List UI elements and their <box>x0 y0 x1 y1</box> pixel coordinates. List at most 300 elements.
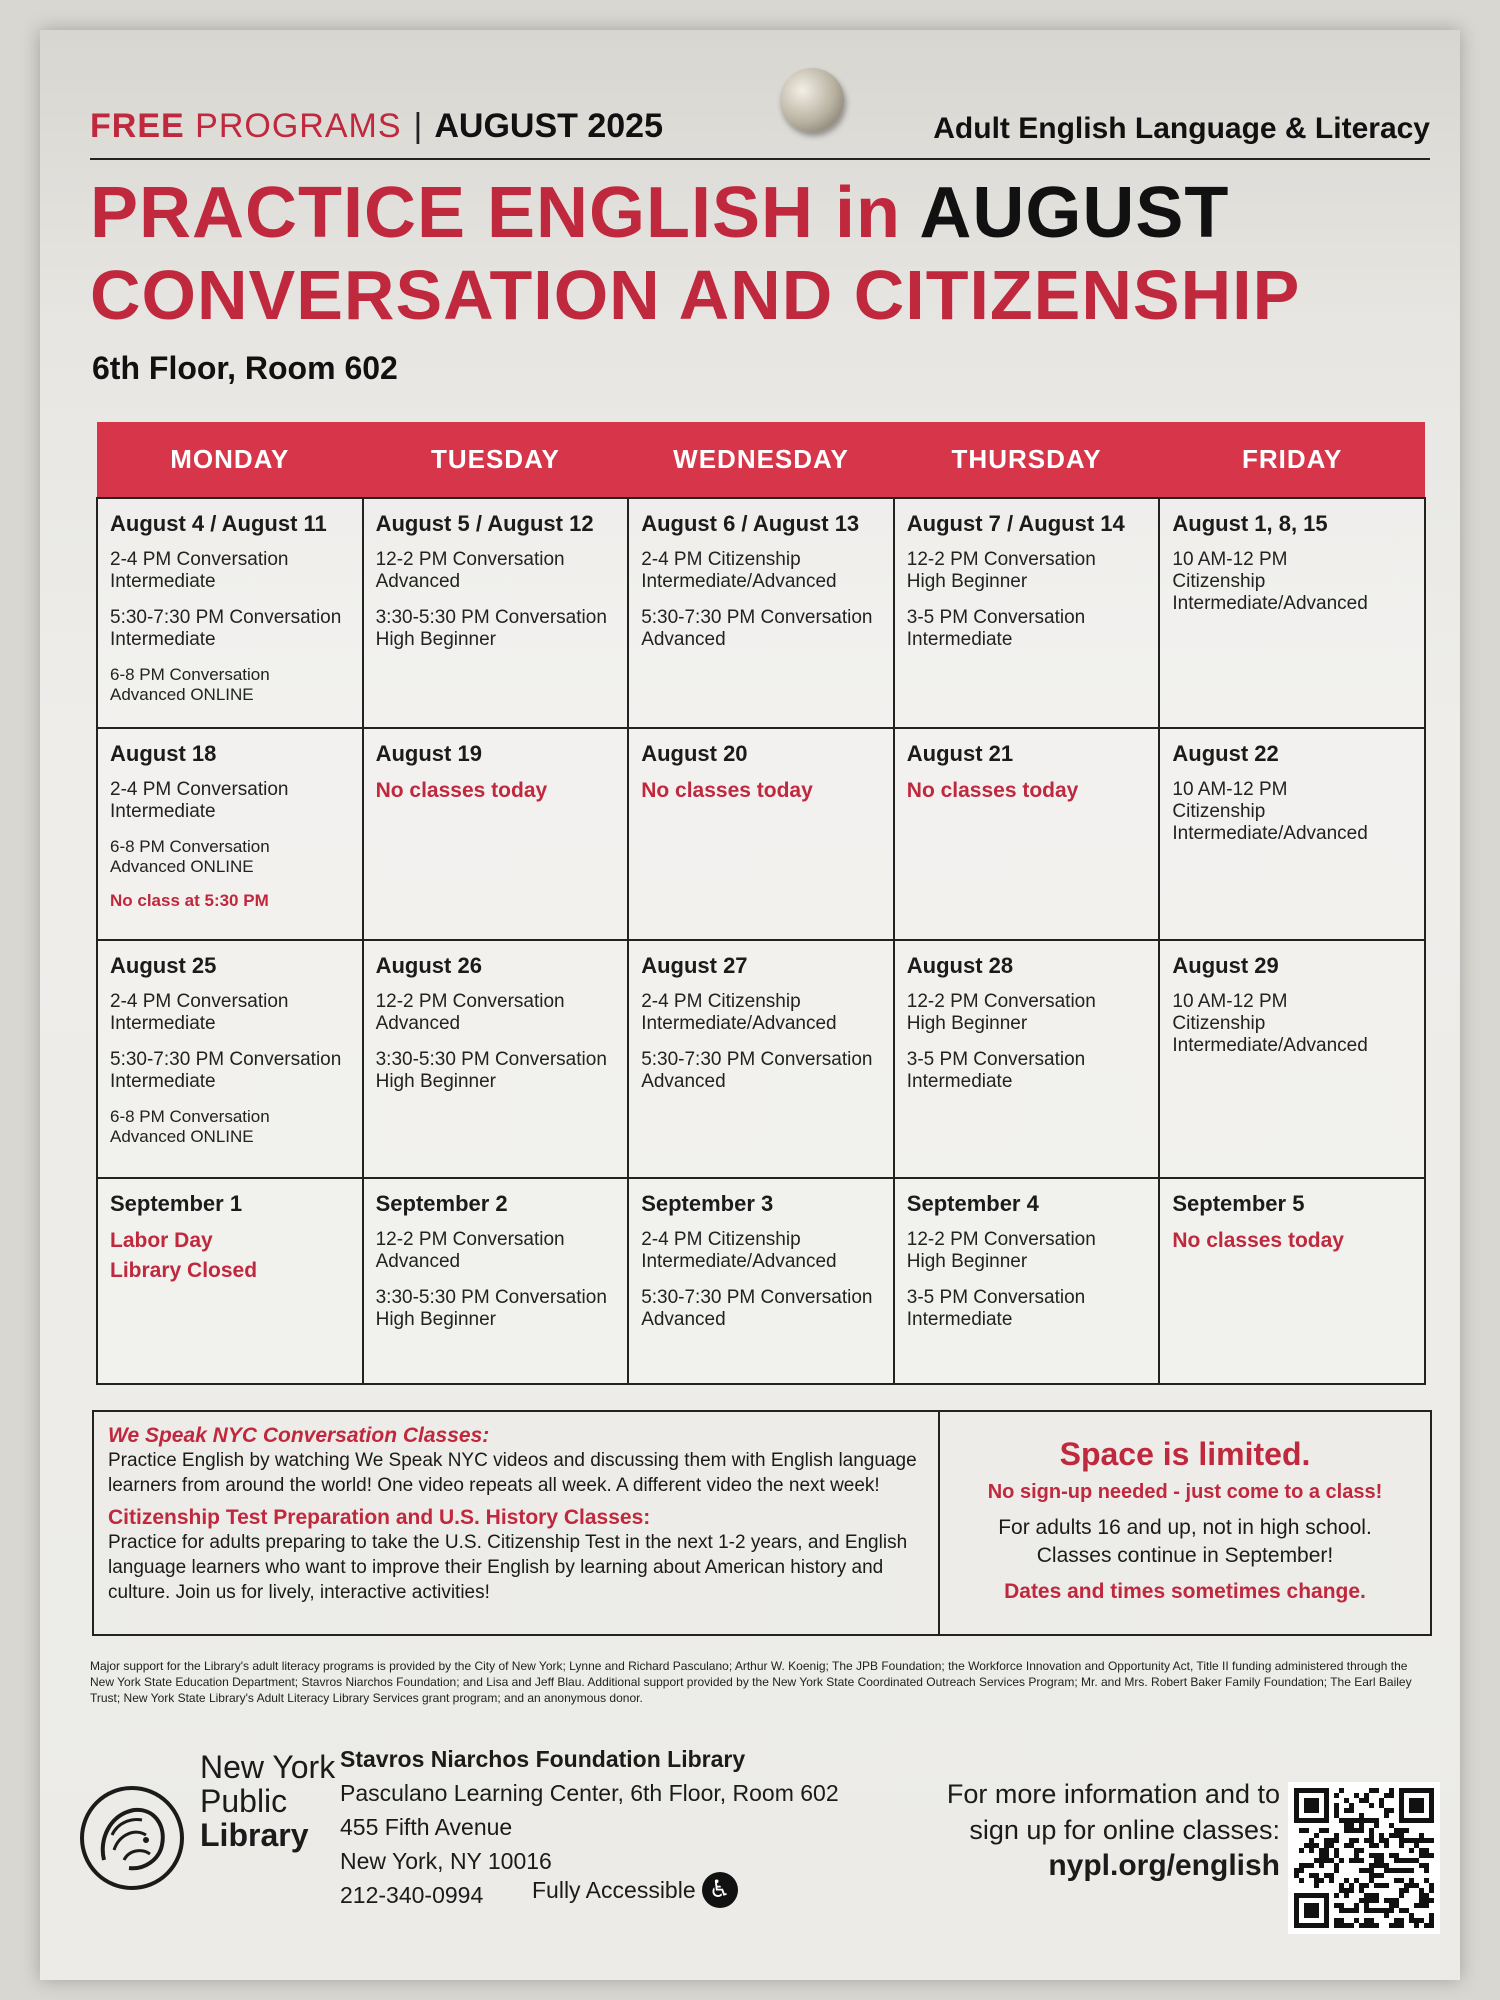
qr-module <box>1324 1853 1329 1858</box>
learning-center: Pasculano Learning Center, 6th Floor, Room 602 <box>340 1780 839 1806</box>
programs-text: PROGRAMS <box>195 107 402 145</box>
qr-module <box>1389 1908 1394 1913</box>
qr-module <box>1334 1838 1339 1843</box>
flyer-header <box>90 90 1430 160</box>
qr-module <box>1384 1843 1389 1848</box>
calendar-week-row <box>97 940 1425 1178</box>
qr-module <box>1319 1848 1324 1853</box>
qr-module <box>1369 1853 1374 1858</box>
qr-module <box>1394 1833 1399 1838</box>
class-entry: 2-4 PM Conversation Intermediate <box>110 991 289 1034</box>
qr-module <box>1319 1863 1324 1868</box>
qr-module <box>1304 1828 1309 1833</box>
qr-module <box>1344 1923 1349 1928</box>
day-cell-wednesday <box>628 940 894 1178</box>
city-address: New York, NY 10016 <box>340 1848 552 1874</box>
qr-module <box>1414 1883 1419 1888</box>
qr-module <box>1424 1878 1429 1883</box>
qr-module <box>1334 1918 1339 1923</box>
class-entry: 2-4 PM Conversation Intermediate <box>110 549 289 592</box>
qr-module <box>1384 1898 1389 1903</box>
qr-module <box>1344 1843 1349 1848</box>
qr-module <box>1419 1848 1424 1853</box>
qr-module <box>1324 1873 1329 1878</box>
day-cell-friday <box>1159 1178 1425 1384</box>
qr-module <box>1404 1888 1409 1893</box>
qr-module <box>1369 1863 1374 1868</box>
cell-date: August 27 <box>641 953 748 978</box>
day-cell-monday <box>97 498 363 728</box>
nypl-lion-logo-icon <box>80 1786 184 1890</box>
calendar-week-row <box>97 1178 1425 1384</box>
qr-module <box>1409 1798 1424 1813</box>
cell-date: September 4 <box>906 1191 1039 1216</box>
qr-module <box>1394 1898 1399 1903</box>
qr-module <box>1394 1868 1399 1873</box>
day-cell-thursday <box>894 1178 1160 1384</box>
qr-module <box>1424 1863 1429 1868</box>
qr-module <box>1364 1908 1369 1913</box>
qr-module <box>1369 1893 1374 1898</box>
qr-module <box>1369 1868 1374 1873</box>
qr-module <box>1324 1838 1329 1843</box>
cell-date: August 6 / August 13 <box>641 511 860 536</box>
qr-module <box>1364 1818 1369 1823</box>
qr-module <box>1324 1858 1329 1863</box>
class-entry: 10 AM-12 PM Citizenship Intermediate/Advanced <box>1172 779 1368 844</box>
qr-module <box>1404 1838 1409 1843</box>
qr-module <box>1389 1808 1394 1813</box>
flyer <box>40 30 1460 1980</box>
qr-module <box>1314 1858 1319 1863</box>
qr-code-icon[interactable] <box>1288 1782 1440 1934</box>
qr-module <box>1339 1923 1344 1928</box>
qr-module <box>1374 1788 1379 1793</box>
header-month: AUGUST 2025 <box>434 107 663 145</box>
qr-module <box>1319 1828 1324 1833</box>
lion-icon <box>84 1790 180 1886</box>
qr-module <box>1419 1898 1424 1903</box>
qr-module <box>1394 1918 1399 1923</box>
qr-module <box>1299 1828 1304 1833</box>
qr-module <box>1429 1853 1434 1858</box>
qr-module <box>1319 1878 1324 1883</box>
day-header-wednesday: WEDNESDAY <box>628 422 894 498</box>
qr-module <box>1429 1913 1434 1918</box>
qr-module <box>1399 1908 1404 1913</box>
qr-module <box>1429 1883 1434 1888</box>
qr-module <box>1334 1863 1339 1868</box>
cell-date: August 20 <box>641 741 748 766</box>
qr-module <box>1374 1908 1379 1913</box>
qr-module <box>1354 1908 1359 1913</box>
qr-module <box>1354 1858 1359 1863</box>
qr-module <box>1344 1893 1349 1898</box>
qr-module <box>1309 1873 1314 1878</box>
wheelchair-icon: ♿ <box>702 1872 738 1908</box>
room-location: 6th Floor, Room 602 <box>92 350 398 386</box>
qr-module <box>1419 1838 1424 1843</box>
qr-module <box>1389 1833 1394 1838</box>
qr-module <box>1429 1918 1434 1923</box>
qr-module <box>1324 1828 1329 1833</box>
qr-module <box>1369 1923 1374 1928</box>
qr-module <box>1339 1918 1344 1923</box>
cell-note: No classes today <box>375 779 548 802</box>
qr-module <box>1379 1858 1384 1863</box>
qr-module <box>1359 1848 1364 1853</box>
logo-line3: Library <box>200 1817 309 1853</box>
class-entry: 12-2 PM Conversation High Beginner <box>906 549 1096 592</box>
qr-module <box>1399 1878 1404 1883</box>
qr-module <box>1429 1838 1434 1843</box>
qr-module <box>1419 1893 1424 1898</box>
qr-module <box>1369 1833 1374 1838</box>
qr-module <box>1334 1808 1339 1813</box>
qr-module <box>1349 1858 1354 1863</box>
change-note: Dates and times sometimes change. <box>1004 1580 1366 1603</box>
qr-module <box>1404 1828 1409 1833</box>
eligibility-note <box>940 1514 1430 1570</box>
class-entry: 3-5 PM Conversation Intermediate <box>906 607 1086 650</box>
day-cell-friday <box>1159 498 1425 728</box>
cell-date: August 26 <box>375 953 482 978</box>
qr-module <box>1344 1828 1349 1833</box>
cell-date: August 28 <box>906 953 1014 978</box>
qr-module <box>1314 1878 1319 1883</box>
day-header-thursday: THURSDAY <box>894 422 1160 498</box>
qr-module <box>1379 1883 1384 1888</box>
qr-module <box>1339 1818 1344 1823</box>
street-address: 455 Fifth Avenue <box>340 1814 513 1840</box>
qr-module <box>1364 1918 1369 1923</box>
qr-module <box>1294 1868 1299 1873</box>
cell-note: No classes today <box>906 779 1079 802</box>
class-entry: 5:30-7:30 PM Conversation Advanced <box>641 1049 873 1092</box>
qr-module <box>1419 1853 1424 1858</box>
header-separator: | <box>413 107 423 145</box>
qr-module <box>1339 1858 1344 1863</box>
free-programs-label <box>90 107 402 146</box>
qr-module <box>1364 1903 1369 1908</box>
qr-module <box>1359 1813 1364 1818</box>
class-entry: 3:30-5:30 PM Conversation High Beginner <box>375 1049 607 1092</box>
class-entry: 5:30-7:30 PM Conversation Advanced <box>641 607 873 650</box>
qr-module <box>1379 1908 1384 1913</box>
qr-module <box>1369 1878 1374 1883</box>
class-entry: 6-8 PM Conversation Advanced ONLINE <box>110 837 270 876</box>
qr-module <box>1424 1868 1429 1873</box>
qr-module <box>1374 1823 1379 1828</box>
qr-module <box>1339 1903 1344 1908</box>
day-header-monday: MONDAY <box>97 422 363 498</box>
qr-module <box>1354 1903 1359 1908</box>
qr-module <box>1349 1908 1354 1913</box>
nypl-url-link[interactable]: nypl.org/english <box>1048 1849 1280 1882</box>
qr-module <box>1374 1818 1379 1823</box>
qr-module <box>1419 1833 1424 1838</box>
qr-module <box>1349 1828 1354 1833</box>
qr-module <box>1354 1793 1359 1798</box>
qr-module <box>1349 1818 1354 1823</box>
qr-module <box>1349 1838 1354 1843</box>
qr-module <box>1419 1888 1424 1893</box>
headline-red: PRACTICE ENGLISH in <box>90 173 902 253</box>
qr-module <box>1354 1838 1359 1843</box>
qr-module <box>1309 1863 1314 1868</box>
day-cell-wednesday <box>628 1178 894 1384</box>
class-entry: 12-2 PM Conversation Advanced <box>375 991 565 1034</box>
cell-date: August 25 <box>110 953 217 978</box>
qr-module <box>1384 1838 1389 1843</box>
qr-module <box>1379 1798 1384 1803</box>
qr-module <box>1314 1883 1319 1888</box>
day-header-friday: FRIDAY <box>1159 422 1425 498</box>
qr-module <box>1379 1863 1384 1868</box>
qr-module <box>1334 1803 1339 1808</box>
qr-module <box>1339 1883 1344 1888</box>
qr-module <box>1344 1823 1349 1828</box>
qr-module <box>1344 1818 1349 1823</box>
cell-date: August 19 <box>375 741 482 766</box>
qr-module <box>1424 1923 1429 1928</box>
class-entry: 2-4 PM Citizenship Intermediate/Advanced <box>641 549 837 592</box>
qr-module <box>1334 1848 1339 1853</box>
day-cell-tuesday <box>363 498 629 728</box>
cell-date: August 7 / August 14 <box>906 511 1125 536</box>
qr-module <box>1419 1918 1424 1923</box>
qr-module <box>1374 1898 1379 1903</box>
qr-module <box>1399 1828 1404 1833</box>
qr-module <box>1424 1838 1429 1843</box>
qr-module <box>1369 1898 1374 1903</box>
nypl-wordmark <box>200 1750 335 1852</box>
class-entry: 2-4 PM Conversation Intermediate <box>110 779 289 822</box>
cell-note: No classes today <box>1172 1229 1344 1252</box>
qr-module <box>1374 1883 1379 1888</box>
qr-module <box>1299 1848 1304 1853</box>
qr-module <box>1364 1838 1369 1843</box>
class-entry: 12-2 PM Conversation Advanced <box>375 549 565 592</box>
qr-module <box>1329 1878 1334 1883</box>
qr-module <box>1399 1888 1404 1893</box>
qr-module <box>1309 1848 1314 1853</box>
class-entry: 12-2 PM Conversation High Beginner <box>906 991 1096 1034</box>
class-descriptions <box>94 1412 940 1634</box>
qr-module <box>1424 1898 1429 1903</box>
qr-module <box>1354 1828 1359 1833</box>
headline <box>90 172 1430 336</box>
qr-module <box>1359 1818 1364 1823</box>
day-cell-thursday <box>894 940 1160 1178</box>
calendar-header-row <box>97 422 1425 498</box>
space-limited: Space is limited. <box>1059 1436 1311 1472</box>
class-entry: 3:30-5:30 PM Conversation High Beginner <box>375 607 607 650</box>
qr-module <box>1404 1883 1409 1888</box>
day-cell-tuesday <box>363 1178 629 1384</box>
qr-module <box>1384 1813 1389 1818</box>
program-name: Adult English Language & Literacy <box>933 112 1430 145</box>
day-cell-thursday <box>894 728 1160 940</box>
qr-module <box>1384 1908 1389 1913</box>
info-box <box>92 1410 1432 1636</box>
qr-module <box>1409 1883 1414 1888</box>
qr-module <box>1369 1838 1374 1843</box>
qr-module <box>1329 1873 1334 1878</box>
qr-module <box>1299 1878 1304 1883</box>
qr-module <box>1394 1903 1399 1908</box>
cell-date: September 1 <box>110 1191 243 1216</box>
qr-module <box>1344 1798 1349 1803</box>
qr-module <box>1294 1873 1299 1878</box>
qr-module <box>1354 1818 1359 1823</box>
qr-module <box>1334 1793 1339 1798</box>
cell-date: August 18 <box>110 741 217 766</box>
qr-module <box>1404 1908 1409 1913</box>
cell-date: August 29 <box>1172 953 1279 978</box>
cell-date: September 3 <box>641 1191 774 1216</box>
qr-module <box>1384 1793 1389 1798</box>
class-entry: 2-4 PM Citizenship Intermediate/Advanced <box>641 1229 837 1272</box>
qr-module <box>1394 1853 1399 1858</box>
qr-module <box>1369 1918 1374 1923</box>
class-entry: 12-2 PM Conversation High Beginner <box>906 1229 1096 1272</box>
day-cell-monday <box>97 728 363 940</box>
qr-module <box>1389 1868 1394 1873</box>
qr-module <box>1334 1813 1339 1818</box>
free-text: FREE <box>90 107 185 145</box>
headline-black: AUGUST <box>919 173 1230 253</box>
qr-module <box>1399 1858 1404 1863</box>
qr-module <box>1414 1903 1419 1908</box>
qr-module <box>1384 1868 1389 1873</box>
qr-module <box>1329 1843 1334 1848</box>
qr-module <box>1334 1868 1339 1873</box>
qr-module <box>1389 1898 1394 1903</box>
qr-module <box>1344 1878 1349 1883</box>
qr-pattern <box>1294 1788 1434 1928</box>
qr-module <box>1419 1863 1424 1868</box>
qr-module <box>1344 1888 1349 1893</box>
qr-module <box>1339 1908 1344 1913</box>
class-entry: 12-2 PM Conversation Advanced <box>375 1229 565 1272</box>
qr-module <box>1324 1843 1329 1848</box>
qr-module <box>1374 1893 1379 1898</box>
qr-module <box>1364 1793 1369 1798</box>
citizenship-text: Practice for adults preparing to take the U.S. Citizenship Test in the next 1-2 years, and English language learners who want to improve their English by learning about American history and culture. Join us for lively, interactive activities! <box>108 1532 908 1603</box>
qr-module <box>1369 1788 1374 1793</box>
day-cell-wednesday <box>628 498 894 728</box>
qr-module <box>1334 1893 1339 1898</box>
class-entry: 6-8 PM Conversation Advanced ONLINE <box>110 1107 270 1146</box>
qr-module <box>1384 1863 1389 1868</box>
qr-module <box>1404 1868 1409 1873</box>
qr-module <box>1304 1798 1319 1813</box>
qr-module <box>1389 1923 1394 1928</box>
qr-module <box>1314 1843 1319 1848</box>
qr-module <box>1409 1868 1414 1873</box>
qr-module <box>1334 1853 1339 1858</box>
qr-module <box>1344 1808 1349 1813</box>
qr-module <box>1389 1903 1394 1908</box>
cell-note: Labor Day <box>110 1229 213 1252</box>
qr-module <box>1414 1923 1419 1928</box>
cell-note-2: Library Closed <box>110 1259 258 1282</box>
qr-module <box>1334 1923 1339 1928</box>
qr-module <box>1344 1908 1349 1913</box>
qr-module <box>1309 1838 1314 1843</box>
space-notice <box>940 1412 1430 1634</box>
day-cell-friday <box>1159 940 1425 1178</box>
qr-module <box>1409 1913 1414 1918</box>
phone-number: 212-340-0994 <box>340 1882 484 1908</box>
qr-module <box>1374 1863 1379 1868</box>
qr-module <box>1409 1918 1414 1923</box>
qr-module <box>1414 1843 1419 1848</box>
more-info-line2: sign up for online classes: <box>969 1815 1280 1845</box>
qr-module <box>1304 1903 1319 1918</box>
more-info-line1: For more information and to <box>946 1779 1280 1809</box>
qr-module <box>1354 1853 1359 1858</box>
qr-module <box>1334 1903 1339 1908</box>
day-cell-wednesday <box>628 728 894 940</box>
qr-module <box>1409 1848 1414 1853</box>
we-speak-text: Practice English by watching We Speak NYC videos and discussing them with English language learners from around the world! One video repeats all week. A different video the next week! <box>108 1450 917 1496</box>
class-entry: 3-5 PM Conversation Intermediate <box>906 1287 1086 1330</box>
class-entry: 10 AM-12 PM Citizenship Intermediate/Advanced <box>1172 991 1368 1056</box>
logo-line2: Public <box>200 1783 288 1819</box>
qr-module <box>1374 1853 1379 1858</box>
qr-module <box>1399 1838 1404 1843</box>
qr-module <box>1349 1923 1354 1928</box>
qr-module <box>1424 1853 1429 1858</box>
cell-note: No classes today <box>641 779 813 802</box>
accessibility-note <box>532 1872 738 1908</box>
qr-module <box>1379 1853 1384 1858</box>
qr-module <box>1334 1833 1339 1838</box>
class-entry: 10 AM-12 PM Citizenship Intermediate/Advanced <box>1172 549 1368 614</box>
qr-module <box>1414 1918 1419 1923</box>
qr-module <box>1349 1823 1354 1828</box>
qr-module <box>1359 1868 1364 1873</box>
headline-line1 <box>90 172 1430 254</box>
cell-date: September 5 <box>1172 1191 1305 1216</box>
adults-line: For adults 16 and up, not in high school. <box>998 1516 1372 1539</box>
qr-module <box>1374 1843 1379 1848</box>
day-cell-monday <box>97 1178 363 1384</box>
qr-module <box>1299 1868 1304 1873</box>
qr-module <box>1324 1848 1329 1853</box>
qr-module <box>1369 1873 1374 1878</box>
qr-module <box>1414 1858 1419 1863</box>
accessible-text: Fully Accessible <box>532 1876 696 1903</box>
qr-module <box>1379 1803 1384 1808</box>
continue-line: Classes continue in September! <box>1036 1544 1334 1567</box>
cell-date: September 2 <box>375 1191 508 1216</box>
qr-module <box>1369 1843 1374 1848</box>
qr-module <box>1304 1863 1309 1868</box>
qr-module <box>1419 1903 1424 1908</box>
cell-note: No class at 5:30 PM <box>110 891 269 910</box>
qr-module <box>1359 1798 1364 1803</box>
qr-module <box>1299 1863 1304 1868</box>
qr-module <box>1364 1893 1369 1898</box>
qr-module <box>1364 1883 1369 1888</box>
qr-module <box>1414 1838 1419 1843</box>
cell-date: August 5 / August 12 <box>375 511 594 536</box>
qr-module <box>1354 1918 1359 1923</box>
qr-module <box>1359 1923 1364 1928</box>
